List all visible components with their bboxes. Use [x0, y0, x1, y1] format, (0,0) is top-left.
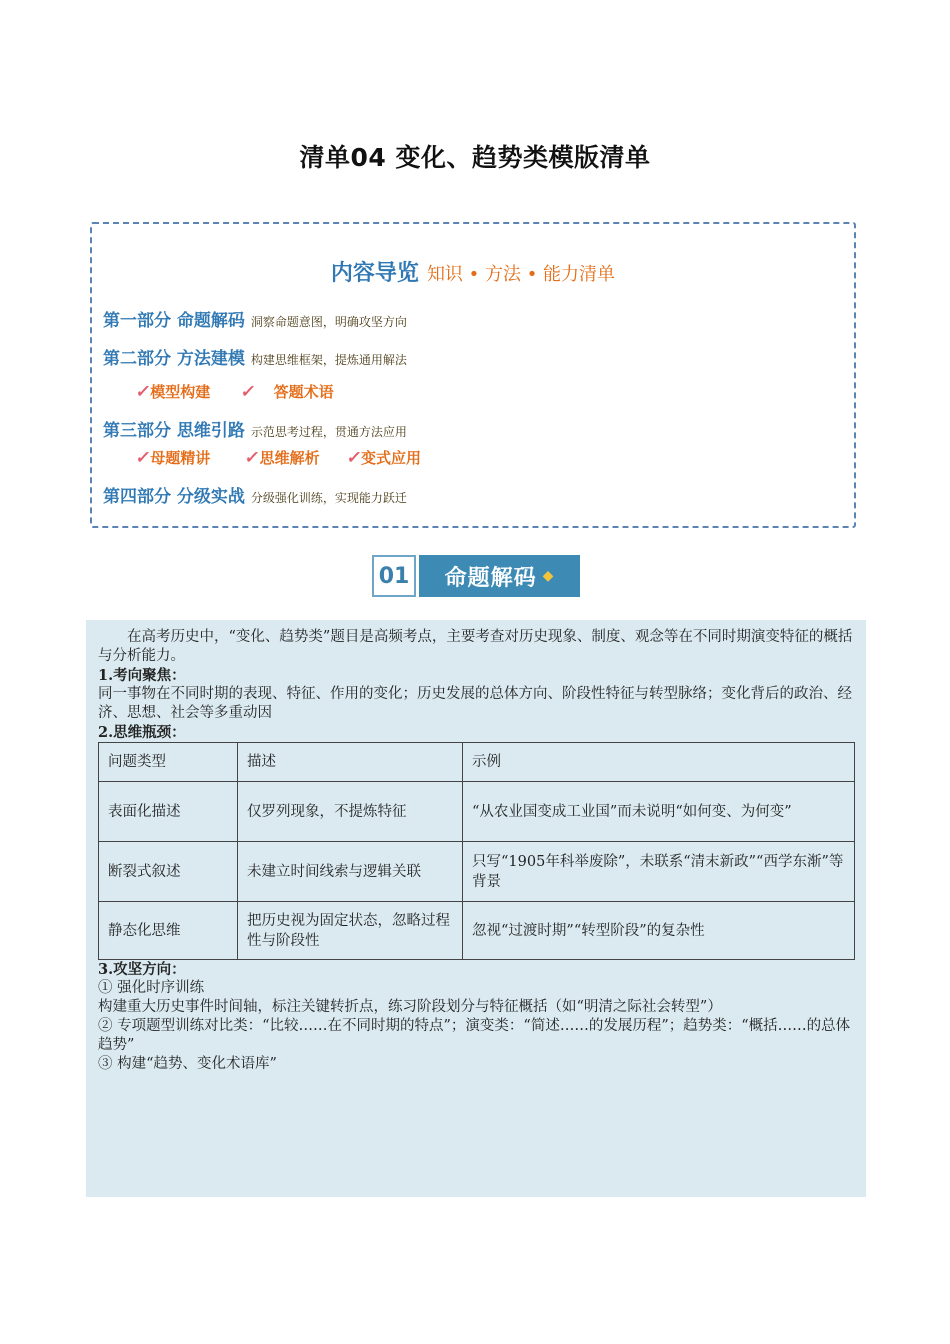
section-name-box — [419, 555, 580, 597]
table-cell: 未建立时间线索与逻辑关联 — [238, 842, 463, 902]
guide-part-3 — [103, 416, 407, 441]
table-cell: 只写“1905年科举废除”，未联系“清末新政”“西学东渐”等背景 — [463, 842, 855, 902]
part-title: 第三部分 思维引路 — [103, 421, 245, 441]
heading-focus: 1.考向聚焦： — [98, 667, 186, 684]
part3-item: 母题精讲 — [150, 449, 211, 467]
page-title: 清单04 变化、趋势类模版清单 — [299, 143, 651, 172]
guide-subheading: 知识 • 方法 • 能力清单 — [426, 264, 616, 285]
table-cell: 静态化思维 — [99, 902, 238, 960]
guide-heading: 内容导览 — [330, 261, 419, 286]
check-icon: ✓ — [134, 382, 153, 402]
section-name: 命题解码 — [444, 565, 537, 591]
part2-items — [136, 381, 334, 402]
table-cell: 把历史视为固定状态，忽略过程性与阶段性 — [238, 902, 463, 960]
part-title: 第四部分 分级实战 — [103, 487, 245, 507]
table-row — [99, 782, 855, 842]
table-header-cell: 示例 — [463, 743, 855, 782]
check-icon: ✓ — [344, 448, 363, 468]
part-desc: 示范思考过程，贯通方法应用 — [250, 425, 407, 439]
section-content — [86, 620, 866, 1197]
section-number: 01 — [372, 555, 416, 597]
table-cell: “从农业国变成工业国”而未说明“如何变、为何变” — [463, 782, 855, 842]
strategy-item: 构建重大历史事件时间轴，标注关键转折点，练习阶段划分与特征概括（如“明清之际社会转型”） — [98, 999, 722, 1015]
heading-bottleneck: 2.思维瓶颈： — [98, 724, 186, 741]
intro-paragraph: 在高考历史中，“变化、趋势类”题目是高频考点，主要考查对历史现象、制度、观念等在不同时期演变特征的概括与分析能力。 — [98, 629, 853, 664]
guide-part-4 — [103, 482, 407, 507]
part2-item: 模型构建 — [150, 383, 211, 401]
part-desc: 洞察命题意图，明确攻坚方向 — [250, 315, 407, 329]
strategy-item: ③ 构建“趋势、变化术语库” — [98, 1056, 277, 1072]
bottleneck-table — [98, 742, 855, 960]
table-cell: 断裂式叙述 — [99, 842, 238, 902]
check-icon: ✓ — [134, 448, 153, 468]
focus-paragraph: 同一事物在不同时期的表现、特征、作用的变化；历史发展的总体方向、阶段性特征与转型脉络；变化背后的政治、经济、思想、社会等多重动因 — [98, 686, 852, 721]
section-badge — [372, 555, 580, 597]
table-row — [99, 902, 855, 960]
part3-item: 变式应用 — [360, 449, 421, 467]
part-desc: 分级强化训练，实现能力跃迁 — [250, 491, 407, 505]
table-header-cell: 问题类型 — [99, 743, 238, 782]
table-row — [99, 842, 855, 902]
content-guide-box — [90, 222, 856, 528]
part3-item: 思维解析 — [259, 449, 320, 467]
part-title: 第二部分 方法建模 — [103, 349, 245, 369]
part-title: 第一部分 命题解码 — [103, 311, 245, 331]
diamond-icon: ◆ — [542, 568, 555, 584]
part3-items — [136, 447, 421, 468]
guide-header — [92, 256, 854, 287]
part2-item: 答题术语 — [273, 383, 334, 401]
strategy-item: ② 专项题型训练对比类：“比较……在不同时期的特点”；演变类：“简述……的发展历程”；趋势类：“概括……的总体趋势” — [98, 1018, 851, 1053]
table-header-cell: 描述 — [238, 743, 463, 782]
check-icon: ✓ — [239, 382, 258, 402]
part-desc: 构建思维框架，提炼通用解法 — [250, 353, 407, 367]
table-cell: 表面化描述 — [99, 782, 238, 842]
heading-strategy: 3.攻坚方向： — [98, 961, 186, 978]
table-cell: 仅罗列现象，不提炼特征 — [238, 782, 463, 842]
table-header-row — [99, 743, 855, 782]
guide-part-1 — [103, 306, 407, 331]
check-icon: ✓ — [243, 448, 262, 468]
guide-part-2 — [103, 344, 407, 369]
strategy-item: ① 强化时序训练 — [98, 980, 205, 996]
table-cell: 忽视“过渡时期”“转型阶段”的复杂性 — [463, 902, 855, 960]
